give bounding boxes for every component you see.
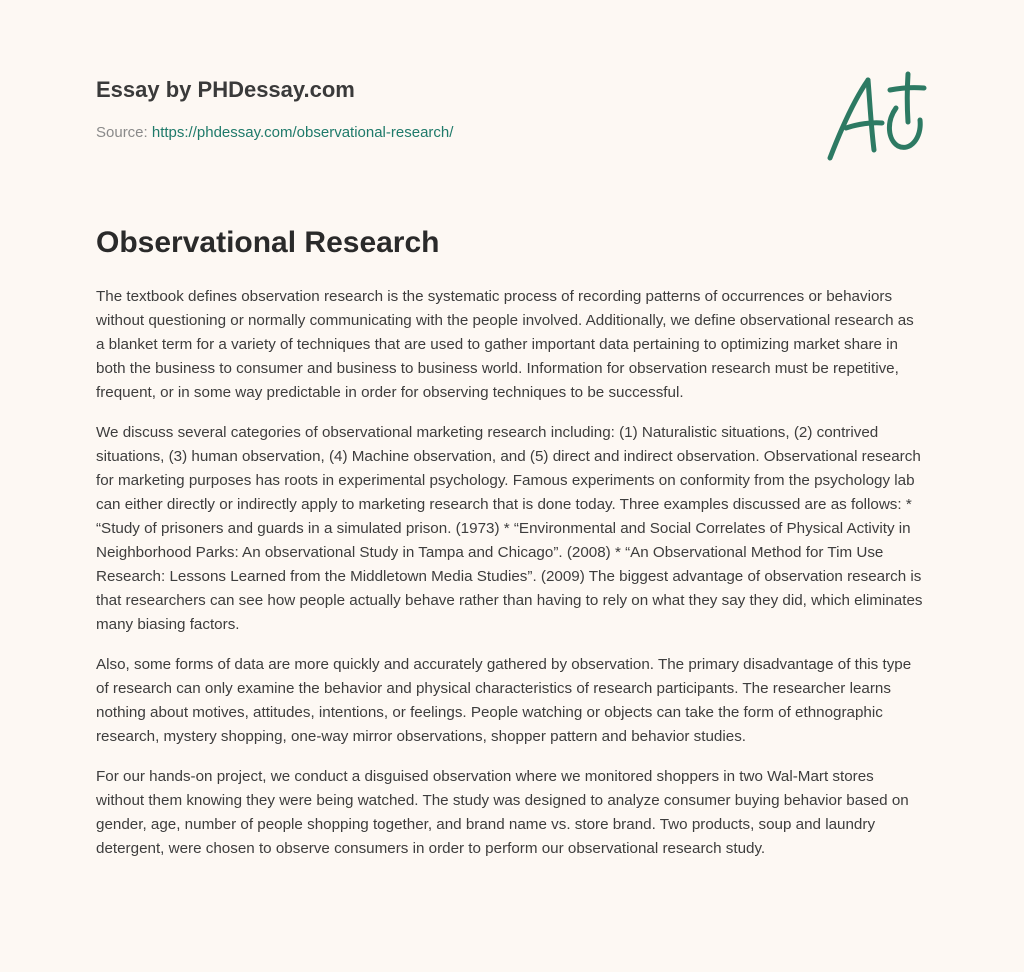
source-line [96, 124, 453, 141]
source-label: Source: [96, 124, 152, 141]
paragraph: Also, some forms of data are more quickly and accurately gathered by observation. The primary disadvantage of this type of research can only examine the behavior and physical characteristics of research participants. The researcher learns nothing about motives, attitudes, intentions, or feelings. People watching or objects can take the form of ethnographic research, mystery shopping, one-way mirror observations, shopper pattern and behavior studies. [96, 656, 912, 745]
paragraph: We discuss several categories of observational marketing research including: (1) Naturalistic situations, (2) contrived situations, (3) human observation, (4) Machine observation, and (5) direct and indirect observation. Observational research for marketing purposes has roots in experimental psychology. Famous experiments on conformity from the psychology lab can either directly or indirectly apply to marketing research that is done today. Three examples discussed are as follows: * “Study of prisoners and guards in a simulated prison. (1973) * “Environmental and Social Correlates of Physical Activity in Neighborhood Parks: An observational Study in Tampa and Chicago”. (2008) * “An Observational Method for Tim Use Research: Lessons Learned from the Middletown Media Studies”. (2009) The biggest advantage of observation research is that researchers can see how people actually behave rather than having to rely on what they say they did, which eliminates many biasing factors. [96, 424, 923, 633]
essay-body [96, 285, 926, 877]
a-plus-logo-icon [824, 68, 928, 164]
paragraph: For our hands-on project, we conduct a disguised observation where we monitored shoppers in two Wal-Mart stores without them knowing they were being watched. The study was designed to analyze consumer buying behavior based on gender, age, number of people shopping together, and brand name vs. store brand. Two products, soup and laundry detergent, were chosen to observe consumers in order to perform our observational research study. [96, 768, 909, 857]
essay-title: Observational Research [96, 226, 440, 259]
site-brand: Essay by PHDessay.com [96, 77, 355, 102]
source-link[interactable]: https://phdessay.com/observational-research/ [151, 124, 454, 141]
paragraph: The textbook defines observation research is the systematic process of recording patterns of occurrences or behaviors without questioning or normally communicating with the people involved. Additionally, we define observational research as a blanket term for a variety of techniques that are used to gather important data pertaining to optimizing market share in both the business to consumer and business to business world. Information for observation research must be repetitive, frequent, or in some way predictable in order for observing techniques to be successful. [96, 288, 914, 401]
